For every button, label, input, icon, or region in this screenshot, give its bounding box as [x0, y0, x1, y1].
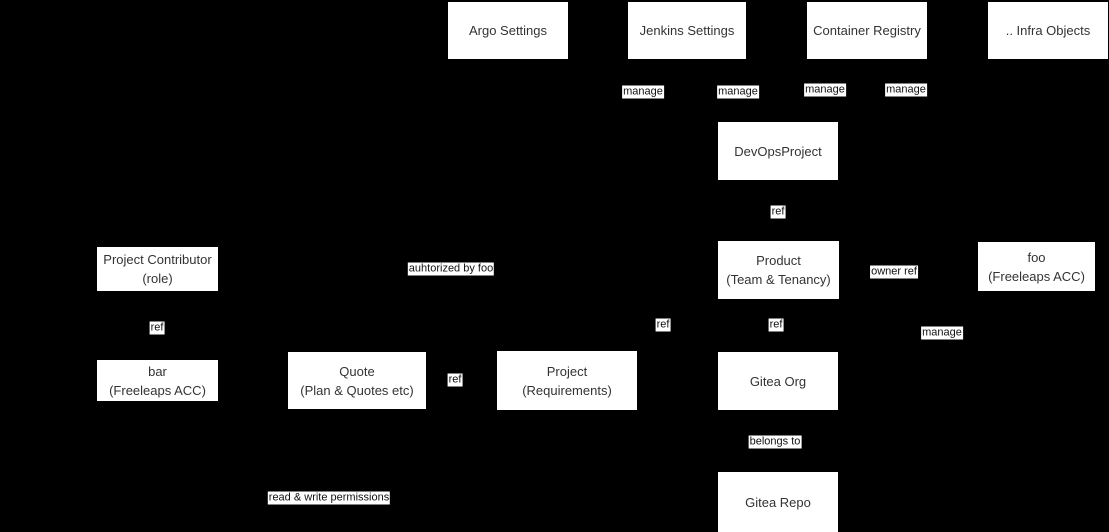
- node-project-contributor-label-line: (role): [142, 271, 173, 286]
- edge-label-manage-argo: manage: [623, 85, 663, 98]
- node-project-contributor-label-line: Project Contributor: [103, 252, 212, 267]
- node-product-label-line: (Team & Tenancy): [726, 272, 831, 287]
- node-gitea-org-label-line: Gitea Org: [749, 373, 807, 389]
- node-product-label-line: Product: [756, 253, 801, 268]
- node-argo-settings: [448, 2, 568, 59]
- node-devops-project-label-line: DevOpsProject: [734, 143, 822, 159]
- edge-label-read-write-permissions: read & write permissions: [268, 491, 390, 504]
- edge-label-manage-infra: manage: [886, 83, 926, 96]
- node-project-label-line: Project: [546, 363, 588, 379]
- edge-label-ref-product-gitea-org: ref: [769, 318, 783, 331]
- edge-label-manage-registry: manage: [805, 83, 845, 96]
- node-quote-label-line: Quote: [339, 363, 375, 379]
- node-bar-freeleaps-acc-label-line: (Freeleaps ACC): [109, 382, 206, 398]
- edge-label-ref-quote-project: ref: [448, 373, 462, 386]
- node-infra-objects-label-line: .. Infra Objects: [1005, 23, 1091, 38]
- node-foo-freeleaps-acc: [978, 242, 1095, 291]
- edge-label-belongs-to: belongs to: [749, 435, 801, 448]
- edge-label-manage-jenkins: manage: [718, 85, 758, 98]
- edge-label-ref-project-up: ref: [656, 318, 670, 331]
- edge-label-ref-devops-product: ref: [771, 205, 785, 218]
- node-container-registry-label-line: Container Registry: [813, 23, 921, 38]
- edge-label-ref-contributor-bar: ref: [150, 321, 164, 334]
- node-jenkins-settings: [628, 2, 746, 59]
- node-gitea-org: [718, 352, 838, 410]
- node-argo-settings-label-line: Argo Settings: [468, 23, 548, 38]
- node-product: [718, 241, 839, 299]
- edge-label-manage-foo-gitea: manage: [922, 326, 962, 339]
- node-project-label-line: (Requirements): [522, 382, 612, 398]
- node-foo-freeleaps-acc-label-line: (Freeleaps ACC): [988, 268, 1085, 284]
- node-container-registry: [807, 2, 927, 59]
- node-quote: [288, 352, 426, 409]
- node-bar-freeleaps-acc-label-line: bar: [148, 363, 167, 379]
- node-infra-objects: [988, 2, 1108, 59]
- node-gitea-repo-label-line: Gitea Repo: [745, 494, 811, 510]
- node-devops-project: [718, 122, 838, 180]
- node-bar-freeleaps-acc: [97, 360, 218, 401]
- edge-label-owner-ref: owner ref: [871, 265, 917, 278]
- node-quote-label-line: (Plan & Quotes etc): [300, 382, 414, 398]
- node-foo-freeleaps-acc-label-line: foo: [1027, 249, 1046, 265]
- node-jenkins-settings-label-line: Jenkins Settings: [639, 23, 735, 38]
- node-project-contributor: [97, 247, 218, 291]
- edge-label-authorized-by-foo: auhtorized by foo: [408, 262, 494, 275]
- node-project: [497, 351, 637, 410]
- node-gitea-repo: [718, 472, 838, 532]
